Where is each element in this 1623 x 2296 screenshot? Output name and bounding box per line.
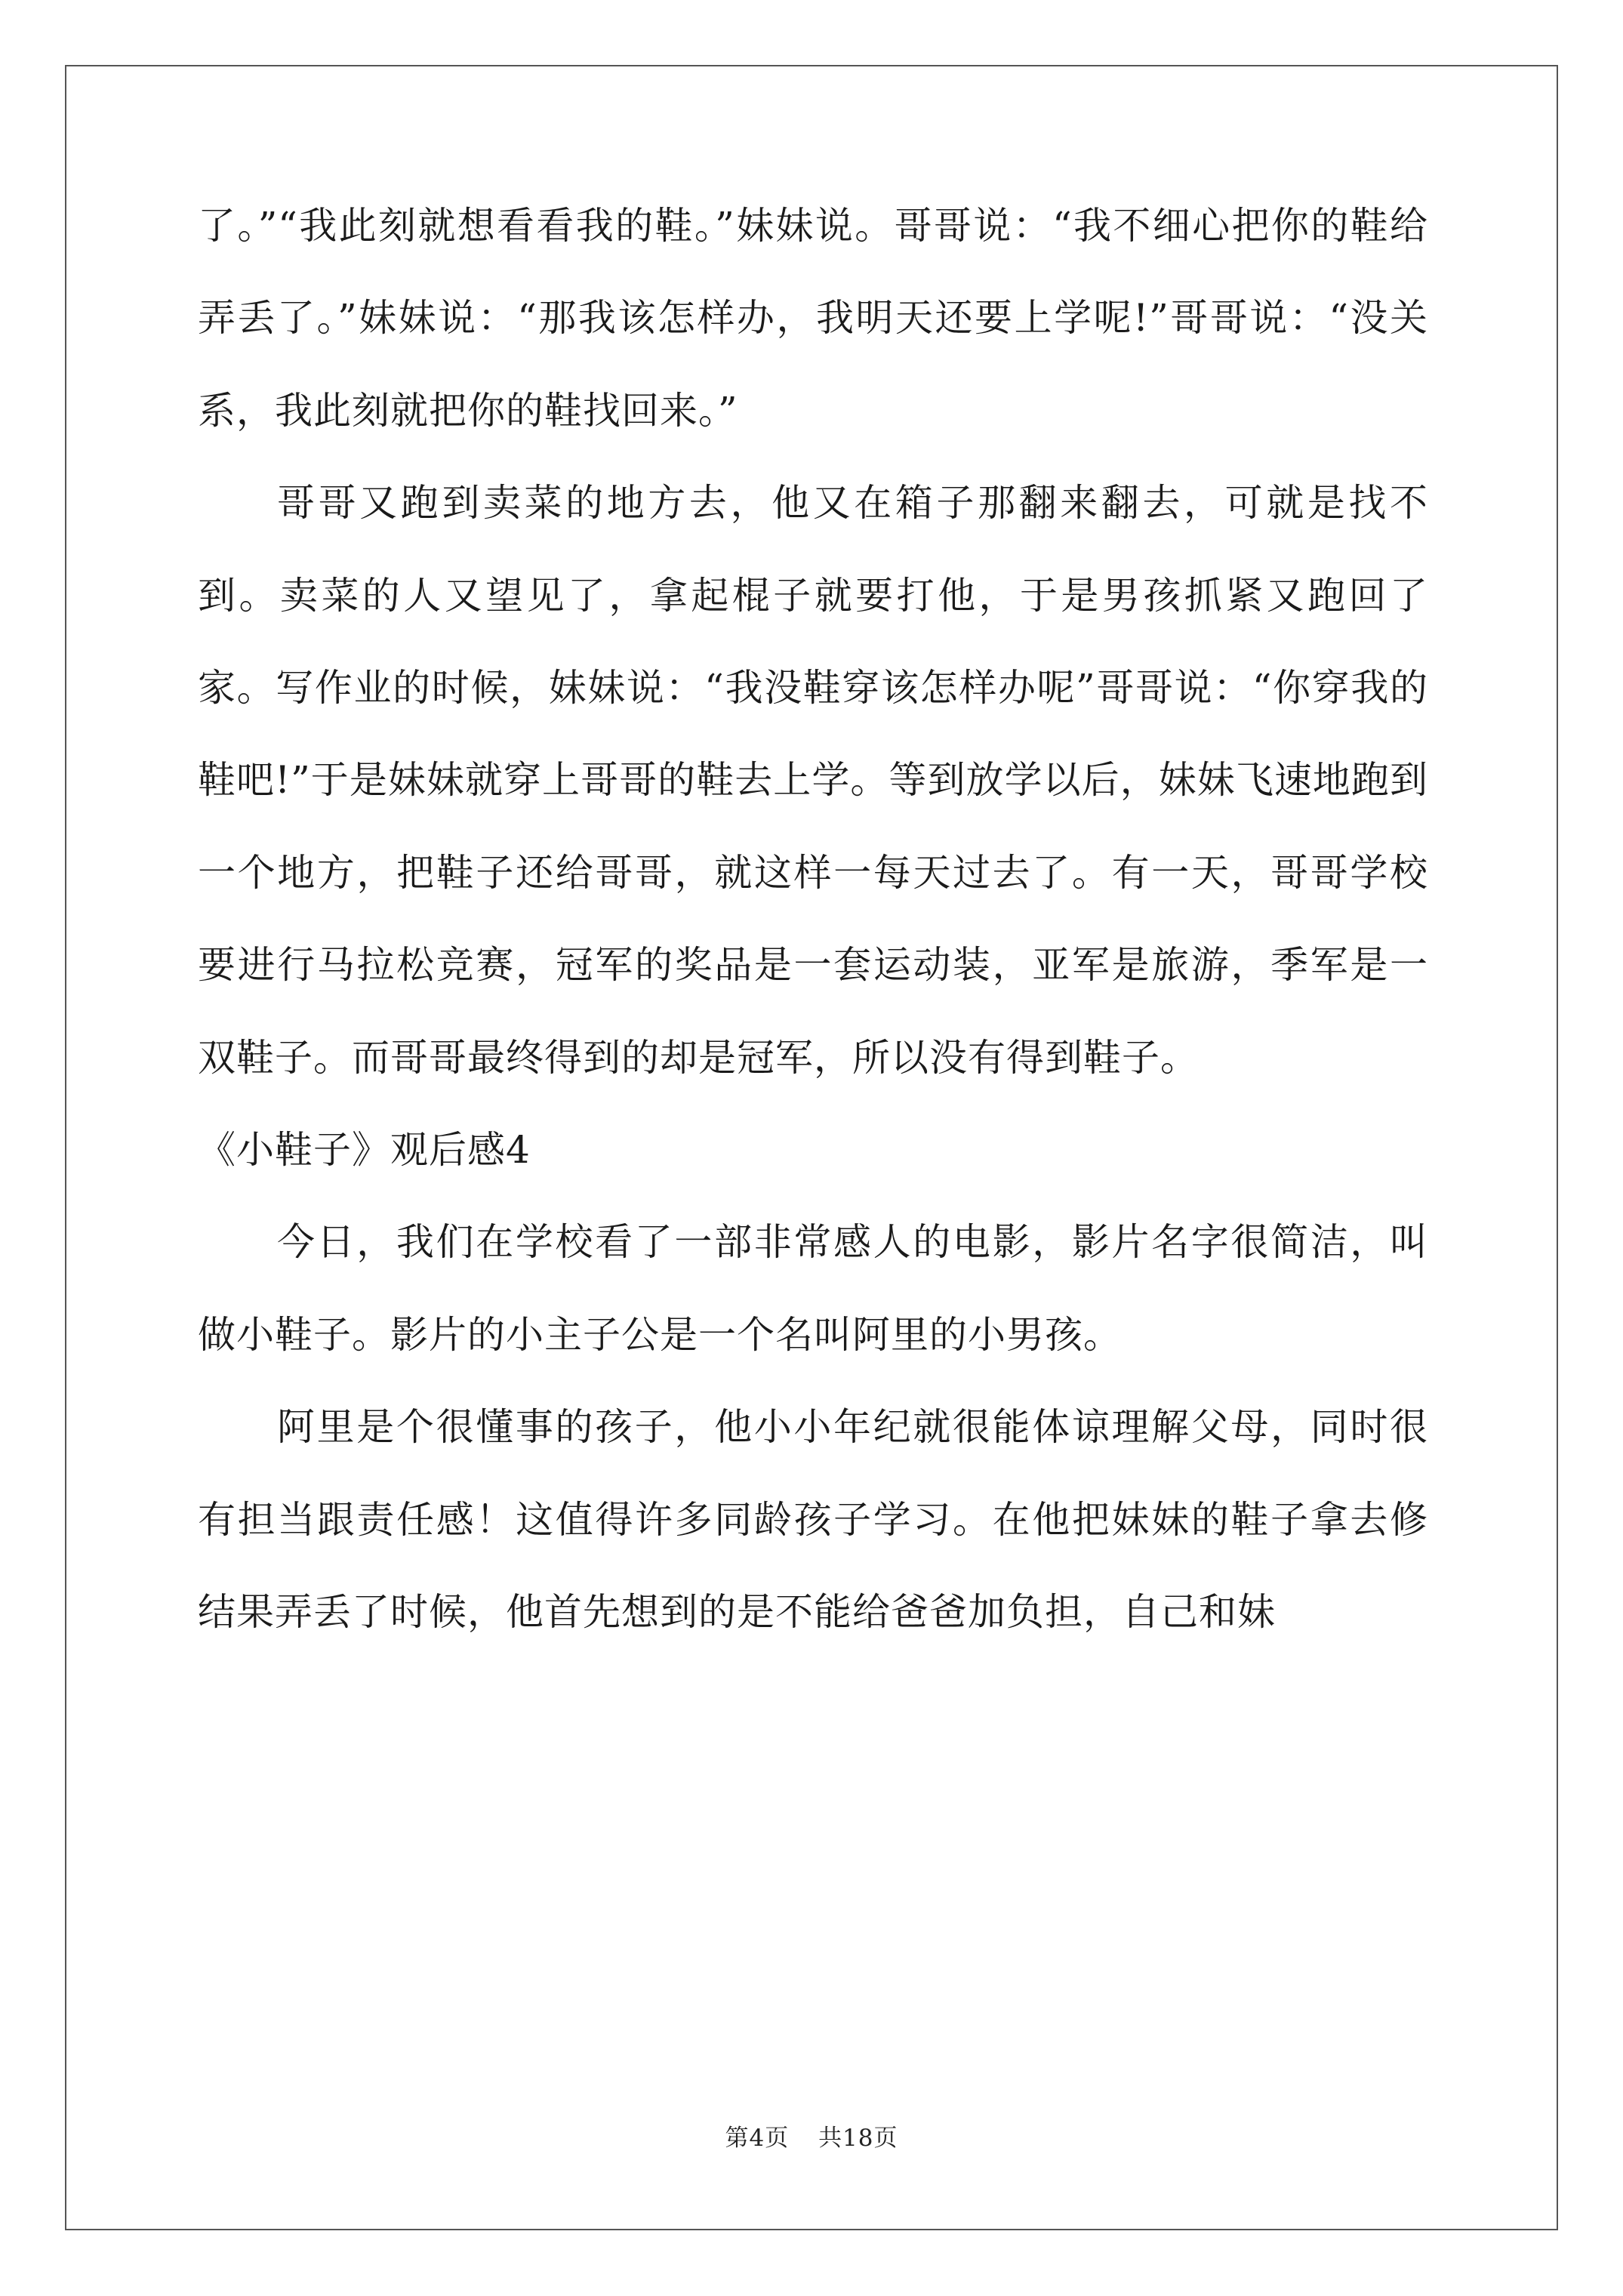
paragraph-4: 阿里是个很懂事的孩子，他小小年纪就很能体谅理解父母，同时很有担当跟责任感！这值得许多同龄孩子学习。在他把妹妹的鞋子拿去修结果弄丢了时候，他首先想到的是不能给爸爸加负担，自己和妹 — [198, 1405, 1428, 1635]
paragraph-2: 哥哥又跑到卖菜的地方去，他又在箱子那翻来翻去，可就是找不到。卖菜的人又望见了，拿起棍子就要打他，于是男孩抓紧又跑回了家。写作业的时候，妹妹说：“我没鞋穿该怎样办呢”哥哥说：“你穿我的鞋吧!”于是妹妹就穿上哥哥的鞋去上学。等到放学以后，妹妹飞速地跑到一个地方，把鞋子还给哥哥，就这样一每天过去了。有一天，哥哥学校要进行马拉松竞赛，冠军的奖品是一套运动装，亚军是旅游，季军是一双鞋子。而哥哥最终得到的却是冠军，所以没有得到鞋子。 — [198, 481, 1428, 1080]
page-number: 第4页 — [725, 2125, 790, 2152]
section-heading: 《小鞋子》观后感4 — [198, 1128, 531, 1173]
page-footer — [0, 2119, 1623, 2153]
page-total: 共18页 — [818, 2125, 898, 2152]
paragraph-3: 今日，我们在学校看了一部非常感人的电影，影片名字很简洁，叫做小鞋子。影片的小主子公是一个名叫阿里的小男孩。 — [198, 1220, 1428, 1357]
paragraph-1: 了。”“我此刻就想看看我的鞋。”妹妹说。哥哥说：“我不细心把你的鞋给弄丢了。”妹妹说：“那我该怎样办，我明天还要上学呢!”哥哥说：“没关系，我此刻就把你的鞋找回来。” — [198, 204, 1428, 433]
document-body — [198, 180, 1428, 1659]
